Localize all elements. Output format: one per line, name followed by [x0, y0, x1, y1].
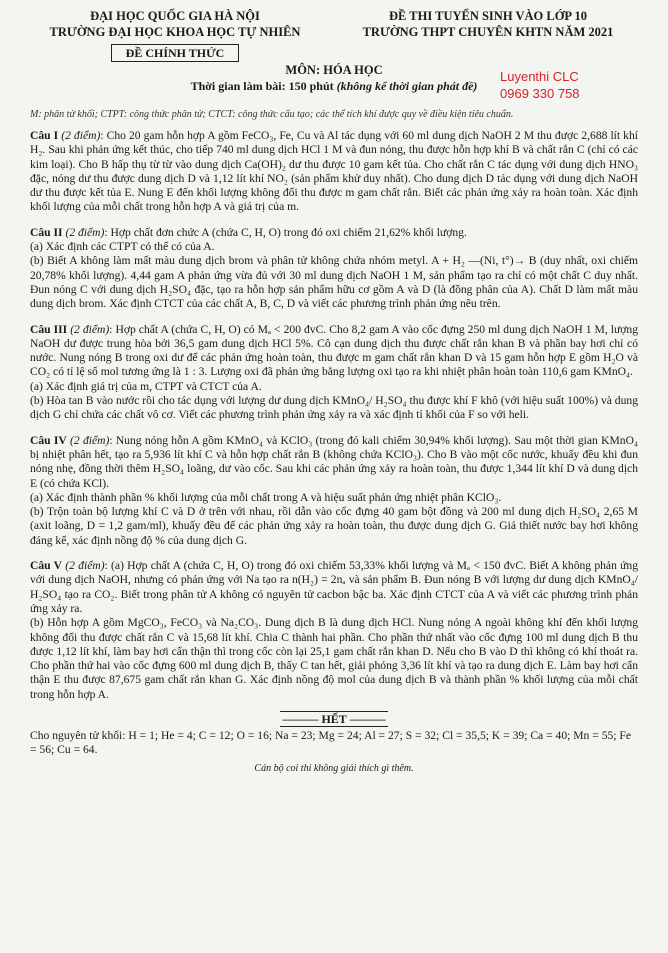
end-mark	[30, 711, 638, 727]
question-paragraph	[30, 129, 638, 215]
question-text: (b) Hỗn hợp A gồm MgCO₃, FeCO₃ và Na₂CO₃. Dung dịch B là dung dịch HCl. Nung nóng A ngoài không khí đến khối lượng không đổi thu được chất rắn C và 15,68 lít khí. Chia C thành hai phần. Cho phần thứ nhất vào cốc đựng 100 ml dung dịch B thu được 1,12 lít khí, làm bay hơi cẩn thận thì trong cốc còn lại 25,1 gam chất rắn khan D. Nếu cho B vào D thì không có khí thoát ra. Cho phần thứ hai vào cốc đựng 600 ml dung dịch B, thấy C tan hết, giải phóng 3,36 lít khí và tạo ra dung dịch E. Làm bay hơi cẩn thận E thu được 87,675 gam chất rắn khan G. Xác định nồng độ mol của dung dịch B và thành phần % khối lượng của mỗi chất trong hỗn hợp A.	[30, 616, 638, 701]
question-paragraph	[30, 240, 638, 254]
question-paragraph	[30, 394, 638, 423]
question-paragraph	[30, 505, 638, 548]
notation-note: M: phân tử khối; CTPT: công thức phân tử; CTCT: công thức cấu tạo; các thể tích khí được quy về điều kiện tiêu chuẩn.	[30, 109, 514, 120]
question-text: (a) Xác định các CTPT có thể có của A.	[30, 240, 215, 254]
faculty-name: TRƯỜNG ĐẠI HỌC KHOA HỌC TỰ NHIÊN	[49, 25, 301, 39]
question-text: (b) Trộn toàn bộ lượng khí C và D ở trên với nhau, rồi dẫn vào cốc đựng 40 gam bột đồng và 200 ml dung dịch H₂SO₄ 2,65 M (axit loãng, D = 1,2 gam/ml), khuấy đều để các phản ứng xảy ra hoàn toàn, thu được dung dịch G. Giả thiết nước bay hơi không đáng kể, xác định nồng độ % của dung dịch G.	[30, 505, 638, 547]
question-text: (a) Xác định thành phần % khối lượng của mỗi chất trong A và hiệu suất phản ứng nhiệt phân KClO₃.	[30, 490, 502, 504]
question-text: : Cho 20 gam hỗn hợp A gồm FeCO₃, Fe, Cu và Al tác dụng với 60 ml dung dịch NaOH 2 M thu được 2,688 lít khí H₂. Sau khi phản ứng kết thúc, cho tiếp 740 ml dung dịch HCl 1 M và đun nóng, thu được hỗn hợp khí B và chất rắn C (chỉ có các kim loại). Cho B hấp thụ từ từ vào dung dịch Ca(OH)₂ dư thu được 10 gam kết tủa. Cho chất rắn C tác dụng với dung dịch HNO₃ đặc, nóng dư thu được dung dịch D và 1,12 lít khí NO₂ (sản phẩm khử duy nhất). Cho dung dịch D tác dụng với dung dịch NaOH dư thu được kết tủa E. Nung E đến khối lượng không đổi thu được m gam chất rắn. Biết các phản ứng xảy ra hoàn toàn. Xác định khối lượng của mỗi chất trong hỗn hợp A và giá trị của m.	[30, 129, 638, 214]
question-block	[30, 226, 638, 312]
promo-watermark	[500, 68, 580, 102]
question-title: Câu II	[30, 225, 63, 239]
question-title: Câu I	[30, 129, 59, 142]
question-text: : (a) Hợp chất A (chứa C, H, O) trong đó oxi chiếm 53,33% khối lượng và Mₐ < 150 đvC. Biết A không phản ứng với dung dịch NaOH, nhưng có phản ứng với Na tạo ra n(H₂) = 2nₐ và sản phẩm B. Đun nóng B với lượng dư dung dịch KMnO₄/ H₂SO₄ tạo ra CO₂. Biết trong phân tử A không có nguyên tử cacbon bậc ba. Xác định CTCT của A và viết các phương trình phản ứng xảy ra.	[30, 559, 638, 615]
question-text: : Hợp chất đơn chức A (chứa C, H, O) trong đó oxi chiếm 21,62% khối lượng.	[104, 225, 467, 239]
question-block	[30, 559, 638, 702]
question-text: (a) Xác định giá trị của m, CTPT và CTCT của A.	[30, 379, 262, 393]
question-paragraph	[30, 380, 638, 394]
question-block	[30, 323, 638, 423]
question-text: : Hợp chất A (chứa C, H, O) có Mₐ < 200 đvC. Cho 8,2 gam A vào cốc đựng 250 ml dung dịch NaOH 1 M, lượng NaOH dư được trung hòa bởi 36,5 gam dung dịch HCl 5%. Cô cạn dung dịch thu được chất rắn khan B và phần bay hơi chỉ có nước. Nung nóng B trong oxi dư để các phản ứng hoàn toàn, thu được m gam chất rắn khan D và 15 gam hỗn hợp E gồm H₂O và CO₂ có tỉ lệ số mol tương ứng là 1 : 3. Lượng oxi đã phản ứng bằng lượng oxi tạo ra khi nhiệt phân hoàn toàn 110,6 gam KMnO₄.	[30, 322, 638, 379]
university-name: ĐẠI HỌC QUỐC GIA HÀ NỘI	[90, 9, 260, 23]
question-text: : Nung nóng hỗn A gồm KMnO₄ và KClO₃ (trong đó kali chiếm 30,94% khối lượng). Sau một thời gian KMnO₄ bị nhiệt phân hết, tạo ra 5,936 lít khí C và hỗn hợp chất rắn B (không chứa KClO₃). Cho B vào một cốc nước, khuấy đều khi đun nóng nhẹ, đồng thời thêm H₂SO₄ loãng, dư vào cốc. Sau khi các phản ứng xảy ra hoàn toàn, thu được 1,344 lít khí D và dung dịch E (có chứa KCl).	[30, 433, 638, 490]
question-text: (b) Biết A không làm mất màu dung dịch brom và phân tử không chứa nhóm metyl. A + H₂ —(Ni, t°)→ B (duy nhất, oxi chiếm 20,78% khối lượng). 4,44 gam A phản ứng vừa đủ với 30 ml dung dịch NaOH 1 M, sản phẩm tạo ra chỉ có một chất C duy nhất. Đun nóng C với dung dịch H₂SO₄ đặc, tạo ra hỗn hợp sản phẩm hữu cơ gồm A và D (là đồng phân của A). Chất D làm mất màu dung dịch brom. Xác định CTCT của các chất A, B, C, D và viết các phương trình phản ứng nêu trên.	[30, 254, 638, 311]
question-points: (2 điểm)	[61, 129, 101, 142]
question-paragraph	[30, 559, 638, 616]
footer-note: Cán bộ coi thi không giải thích gì thêm.	[254, 762, 414, 774]
question-paragraph	[30, 491, 638, 505]
question-text: (b) Hòa tan B vào nước rồi cho tác dụng với lượng dư dung dịch KMnO₄/ H₂SO₄ thu được khí F khô (với hiệu suất 100%) và dung dịch G chỉ chứa các chất vô cơ. Viết các phương trình phản ứng xảy ra và xác định tỉ khối của F so với heli.	[30, 394, 638, 422]
question-paragraph	[30, 226, 638, 240]
time-main: Thời gian làm bài: 150 phút	[190, 79, 337, 93]
subject-title: MÔN: HÓA HỌC	[285, 63, 383, 77]
promo-name: Luyenthi CLC	[500, 69, 579, 84]
question-title: Câu III	[30, 322, 68, 336]
question-title: Câu IV	[30, 433, 67, 447]
question-paragraph	[30, 434, 638, 491]
end-mark-text: ——— HẾT ———	[282, 711, 386, 726]
school-year: TRƯỜNG THPT CHUYÊN KHTN NĂM 2021	[362, 25, 614, 39]
question-block	[30, 129, 638, 215]
question-points: (2 điểm)	[65, 225, 105, 239]
exam-title: ĐỀ THI TUYỂN SINH VÀO LỚP 10	[389, 9, 587, 23]
question-title: Câu V	[30, 559, 63, 573]
question-block	[30, 434, 638, 548]
question-paragraph	[30, 616, 638, 702]
time-paren: (không kể thời gian phát đề)	[336, 79, 478, 93]
question-list	[30, 129, 638, 702]
official-badge: ĐỀ CHÍNH THỨC	[111, 44, 240, 62]
question-paragraph	[30, 254, 638, 311]
question-points: (2 điểm)	[70, 433, 110, 447]
header-left	[30, 8, 320, 62]
atomic-masses: Cho nguyên tử khối: H = 1; He = 4; C = 12; O = 16; Na = 23; Mg = 24; Al = 27; S = 32; Cl = 35,5; K = 39; Ca = 40; Mn = 55; Fe = 56; Cu = 64.	[30, 728, 632, 756]
header-right	[338, 8, 638, 62]
question-points: (2 điểm)	[65, 559, 105, 573]
question-points: (2 điểm)	[70, 322, 110, 336]
exam-header	[30, 8, 638, 62]
question-paragraph	[30, 323, 638, 380]
promo-phone: 0969 330 758	[500, 86, 580, 101]
